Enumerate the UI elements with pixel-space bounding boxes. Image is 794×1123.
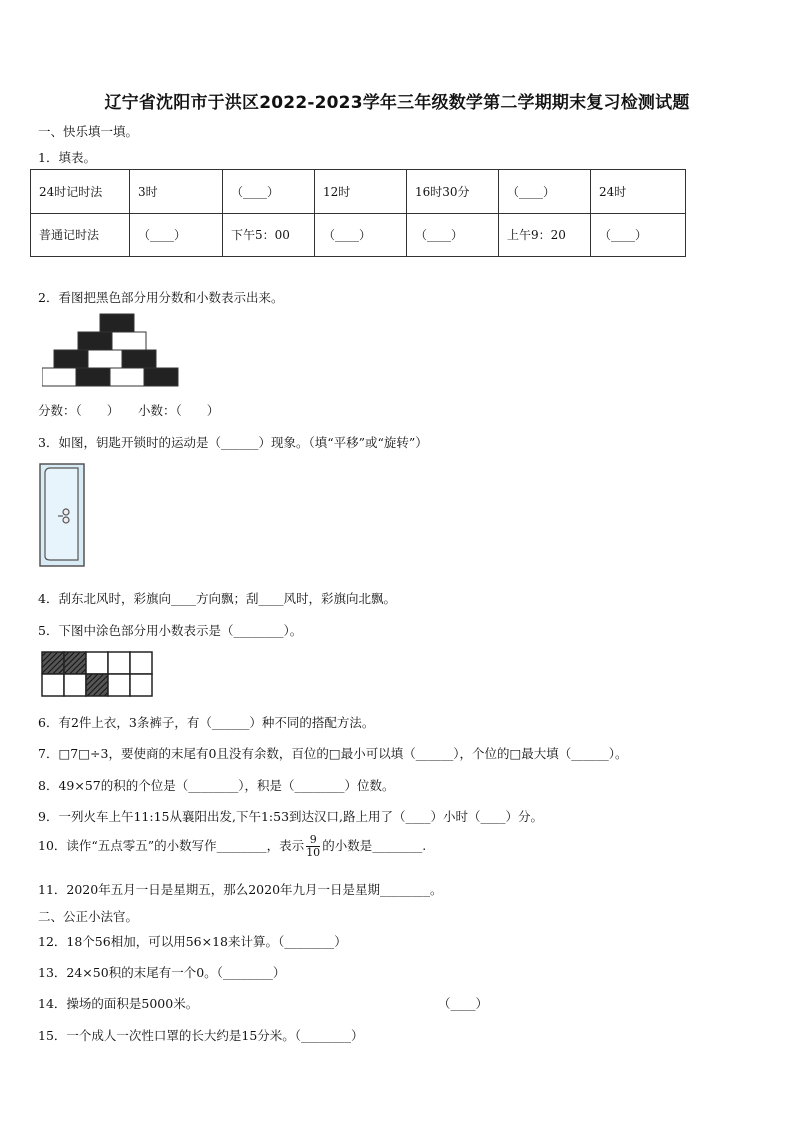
question-11: 11．2020年五月一日是星期五，那么2020年九月一日是星期________。 (38, 882, 443, 897)
grid-cell (108, 652, 130, 674)
brick-white (42, 368, 76, 386)
table-cell[interactable]: （____） (407, 213, 499, 257)
grid-cell-shaded (42, 652, 64, 674)
grid-cell (64, 674, 86, 696)
brick-black (122, 350, 156, 368)
question-8: 8．49×57的积的个位是（________），积是（________）位数。 (38, 778, 395, 793)
question-12: 12．18个56相加，可以用56×18来计算。（________） (38, 934, 347, 949)
question-7: 7．□7□÷3，要使商的末尾有0且没有余数，百位的□最小可以填（______），个位的□最大填（______）。 (38, 746, 628, 761)
grid-cell-shaded (64, 652, 86, 674)
grid-cell (42, 674, 64, 696)
question-10-pre: 10．读作“五点零五”的小数写作________，表示 (38, 838, 305, 853)
table-cell: 普通记时法 (31, 213, 130, 257)
fraction-denominator: 10 (306, 846, 321, 859)
brick-white (112, 332, 146, 350)
question-9: 9．一列火车上午11:15从襄阳出发,下午1:53到达汉口,路上用了（____）小时（____）分。 (38, 809, 543, 824)
fraction-nine-tenths (306, 834, 320, 859)
table-cell: 上午9：20 (499, 213, 591, 257)
grid-cell (130, 652, 152, 674)
brick-black (100, 314, 134, 332)
table-cell: 24时记时法 (31, 170, 130, 214)
table-cell[interactable]: （____） (130, 213, 223, 257)
brick-white (88, 350, 122, 368)
question-14-blank[interactable]: （____） (438, 996, 489, 1011)
question-5: 5．下图中涂色部分用小数表示是（________）。 (38, 623, 303, 638)
table-cell: 16时30分 (407, 170, 499, 214)
section-2-heading: 二、公正小法官。 (38, 909, 139, 924)
door-with-key-figure (38, 462, 88, 570)
table-row (31, 213, 686, 257)
table-cell: 12时 (315, 170, 407, 214)
table-cell: 3时 (130, 170, 223, 214)
ten-cell-grid-figure (41, 651, 153, 697)
question-2: 2．看图把黑色部分用分数和小数表示出来。 (38, 290, 284, 305)
brick-black (78, 332, 112, 350)
brick-white (110, 368, 144, 386)
question-15: 15．一个成人一次性口罩的长大约是15分米。（________） (38, 1028, 364, 1043)
section-1-heading: 一、快乐填一填。 (38, 124, 139, 139)
table-cell[interactable]: （____） (591, 213, 686, 257)
question-4: 4．刮东北风时，彩旗向____方向飘；刮____风时，彩旗向北飘。 (38, 591, 396, 606)
brick-pyramid-figure (42, 312, 182, 388)
brick-black (144, 368, 178, 386)
question-1-label: 1．填表。 (38, 150, 96, 165)
brick-black (54, 350, 88, 368)
question-10 (38, 834, 426, 859)
time-conversion-table (30, 169, 686, 257)
table-cell[interactable]: （____） (223, 170, 315, 214)
grid-cell-shaded (86, 674, 108, 696)
question-13: 13．24×50积的末尾有一个0。（________） (38, 965, 286, 980)
grid-cell (108, 674, 130, 696)
table-cell: 24时 (591, 170, 686, 214)
question-3: 3．如图，钥匙开锁时的运动是（______）现象。（填“平移”或“旋转”） (38, 435, 428, 450)
grid-cell (130, 674, 152, 696)
question-10-post: 的小数是________. (322, 838, 427, 853)
fraction-numerator: 9 (306, 834, 320, 847)
door-panel (45, 468, 78, 560)
grid-cell (86, 652, 108, 674)
table-cell[interactable]: （____） (315, 213, 407, 257)
brick-black (76, 368, 110, 386)
table-cell: 下午5：00 (223, 213, 315, 257)
table-row (31, 170, 686, 214)
question-14: 14．操场的面积是5000米。 (38, 996, 199, 1011)
question-2-answer: 分数：（ ） 小数：（ ） (38, 403, 220, 418)
table-cell[interactable]: （____） (499, 170, 591, 214)
question-6: 6．有2件上衣，3条裤子，有（______）种不同的搭配方法。 (38, 715, 375, 730)
page-title: 辽宁省沈阳市于洪区2022-2023学年三年级数学第二学期期末复习检测试题 (104, 93, 690, 113)
